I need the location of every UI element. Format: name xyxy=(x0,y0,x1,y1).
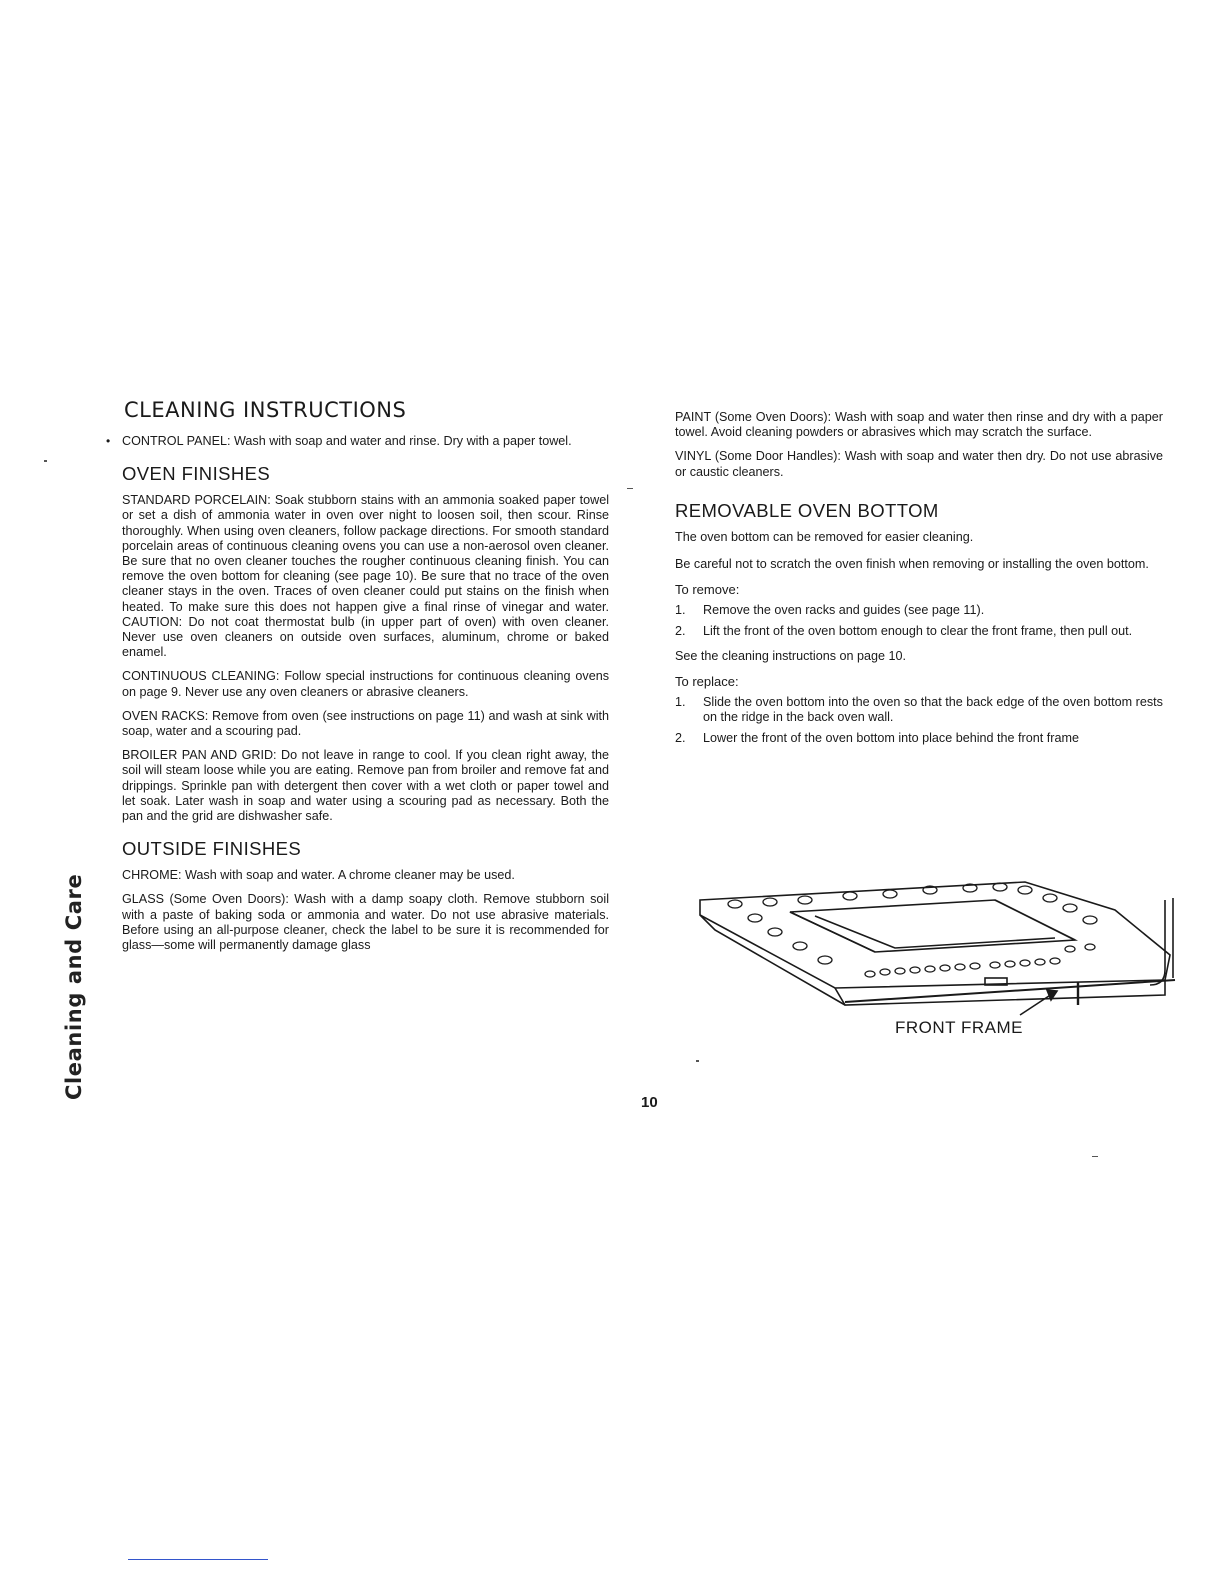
inner-recess-lines xyxy=(790,900,1075,952)
front-frame-label: FRONT FRAME xyxy=(895,1018,1023,1037)
see-cleaning-note: See the cleaning instructions on page 10. xyxy=(675,649,907,664)
oven-racks-text: Remove from oven (see instructions on page 11) and wash at sink with soap, water and a scouring pad. xyxy=(122,708,609,739)
continuous-cleaning-paragraph xyxy=(122,669,609,699)
step-number: 1. xyxy=(675,603,686,618)
scan-speck xyxy=(627,488,633,489)
removable-intro: The oven bottom can be removed for easier cleaning. xyxy=(675,529,974,544)
page-number: 10 xyxy=(641,1094,658,1111)
step-text: Remove the oven racks and guides (see page 11). xyxy=(703,603,985,618)
inner-recess xyxy=(790,900,1075,952)
removable-caution: Be careful not to scratch the oven finish when removing or installing the oven bottom. xyxy=(675,557,1149,572)
continuous-cleaning-text: Follow special instructions for continuous cleaning ovens on page 9. Never use any oven cleaners or abrasive cleaners. xyxy=(122,669,609,699)
list-item xyxy=(675,603,1163,618)
scan-speck xyxy=(696,1060,699,1062)
continuous-cleaning-lead: CONTINUOUS CLEANING: xyxy=(122,669,280,684)
scan-speck xyxy=(44,460,47,462)
step-number: 2. xyxy=(675,624,686,639)
oven-finishes-heading: OVEN FINISHES xyxy=(122,463,271,485)
step-text: Lower the front of the oven bottom into place behind the front frame xyxy=(703,731,1079,746)
paint-text: Wash with soap and water then rinse and dry with a paper towel. Avoid cleaning powders or abrasives which may scratch the surface. xyxy=(675,410,1164,440)
right-column xyxy=(675,410,1163,754)
chrome-text: Wash with soap and water. A chrome cleaner may be used. xyxy=(184,868,515,883)
broiler-pan-lead: BROILER PAN AND GRID: xyxy=(122,748,277,763)
bullet-marker: • xyxy=(106,434,111,448)
step-number: 2. xyxy=(675,731,686,746)
step-number: 1. xyxy=(675,695,686,710)
paint-paragraph xyxy=(675,410,1163,440)
left-column xyxy=(106,398,610,962)
removable-oven-bottom-heading: REMOVABLE OVEN BOTTOM xyxy=(675,499,939,521)
control-panel-paragraph xyxy=(106,434,609,449)
vinyl-text: Wash with soap and water then dry. Do not use abrasive or caustic cleaners. xyxy=(675,449,1163,479)
control-panel-text: Wash with soap and water and rinse. Dry with a paper towel. xyxy=(233,434,572,448)
oven-racks-paragraph xyxy=(122,709,609,739)
vinyl-paragraph xyxy=(675,449,1163,479)
outside-finishes-heading: OUTSIDE FINISHES xyxy=(122,838,302,860)
broiler-pan-paragraph xyxy=(122,748,609,824)
to-remove-label: To remove: xyxy=(675,582,740,598)
list-item xyxy=(675,695,1163,725)
remove-steps-list xyxy=(675,603,1163,639)
step-text: Slide the oven bottom into the oven so that the back edge of the oven bottom rests on the ridge in the back oven wall. xyxy=(703,695,1163,725)
oven-racks-lead: OVEN RACKS: xyxy=(122,708,209,723)
to-replace-label: To replace: xyxy=(675,674,739,690)
chrome-paragraph xyxy=(122,868,609,883)
rim-holes xyxy=(728,883,1097,977)
standard-porcelain-text: Soak stubborn stains with an ammonia soaked paper towel or set a dish of ammonia water in oven over night to loosen soil, then scour. Rinse thoroughly. When using oven cleaners, follow package directions. For smooth standard porcelain areas of continuous cleaning ovens you can use a non-aerosol oven cleaner. Be sure that no oven cleaner touches the rougher continuous cleaning finish. You can remove the oven bottom for cleaning (see page 10). Be sure that no trace of the oven cleaner stays in the oven. Traces of oven cleaner could put stains on the finish when heated. To make sure this does not happen give a final rinse of vinegar and water. CAUTION: Do not coat thermostat bulb (in upper part of oven) with oven cleaner. Never use oven cleaners on outside oven surfaces, aluminum, chrome or baked enamel. xyxy=(122,493,610,660)
section-side-tab: Cleaning and Care xyxy=(62,873,86,1100)
step-text: Lift the front of the oven bottom enough to clear the front frame, then pull out. xyxy=(703,624,1133,639)
replace-steps-list xyxy=(675,695,1163,746)
page-title: CLEANING INSTRUCTIONS xyxy=(124,398,407,422)
chrome-lead: CHROME: xyxy=(122,868,182,883)
control-panel-lead: CONTROL PANEL: xyxy=(122,434,231,448)
glass-lead: GLASS (Some Oven Doors): xyxy=(122,892,289,907)
footer-rule xyxy=(128,1559,268,1560)
standard-porcelain-paragraph xyxy=(122,493,609,660)
list-item xyxy=(675,731,1163,746)
list-item xyxy=(675,624,1163,639)
oven-side-wall xyxy=(1150,900,1165,985)
scan-speck xyxy=(1092,1156,1098,1157)
vinyl-lead: VINYL (Some Door Handles): xyxy=(675,449,841,464)
paint-lead: PAINT (Some Oven Doors): xyxy=(675,410,832,424)
glass-text: Wash with a damp soapy cloth. Remove stubborn soil with a paste of baking soda or ammonia and water. Do not use abrasive materials. Before using an all-purpose cleaner, check the label to be sure it is recommended for glass—some will permanently damage glass xyxy=(122,892,609,953)
standard-porcelain-lead: STANDARD PORCELAIN: xyxy=(122,493,271,508)
broiler-pan-text: Do not leave in range to cool. If you clean right away, the soil will steam loose while you are eating. Remove pan from broiler and remove fat and drippings. Sprinkle pan with detergent then cover with a wet cloth or paper towel and let soak. Later wash in soap and water using a scouring pad as necessary. Both the pan and the grid are dishwasher safe. xyxy=(122,748,609,824)
glass-paragraph xyxy=(122,892,609,953)
